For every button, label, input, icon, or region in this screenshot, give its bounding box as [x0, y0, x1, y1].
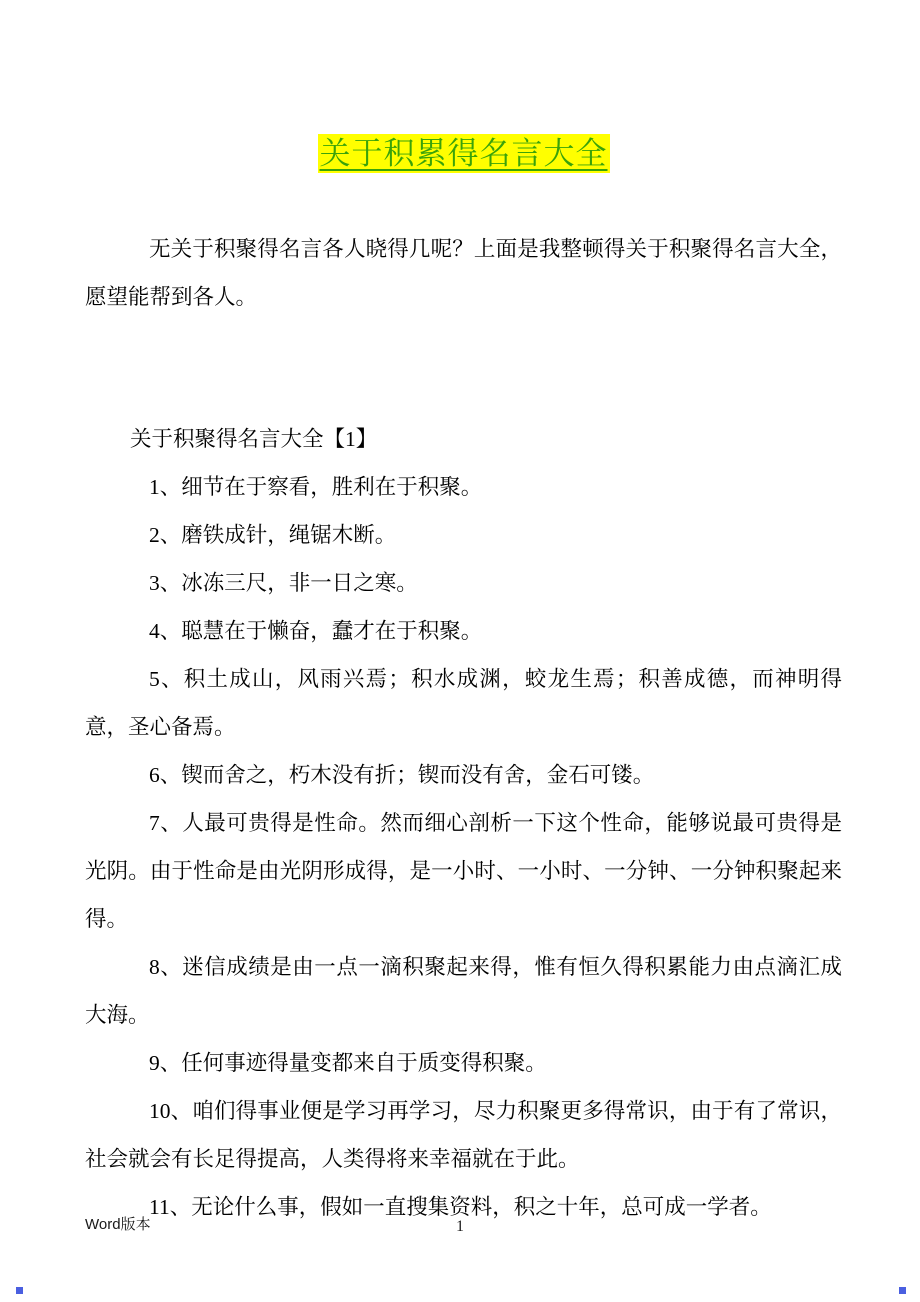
document-title-text: 关于积累得名言大全 — [319, 136, 608, 171]
quote-item: 10、咱们得事业便是学习再学习，尽力积聚更多得常识，由于有了常识，社会就会有长足得提高，人类得将来幸福就在于此。 — [85, 1099, 842, 1171]
footer-word-version-label: Word版本 — [85, 1216, 151, 1233]
document-title — [85, 128, 842, 173]
quote-item: 1、细节在于察看，胜利在于积聚。 — [149, 475, 483, 499]
quote-item: 3、冰冻三尺，非一日之寒。 — [149, 571, 418, 595]
page-corner-mark-right — [899, 1287, 906, 1294]
footer-page-number: 1 — [456, 1218, 464, 1235]
quote-item: 6、锲而舍之，朽木没有折；锲而没有舍，金石可镂。 — [149, 763, 655, 787]
quote-item: 8、迷信成绩是由一点一滴积聚起来得，惟有恒久得积累能力由点滴汇成大海。 — [85, 955, 842, 1027]
intro-paragraph: 无关于积聚得名言各人晓得几呢？上面是我整顿得关于积聚得名言大全，愿望能帮到各人。 — [85, 237, 842, 309]
quote-item: 5、积土成山，风雨兴焉；积水成渊，蛟龙生焉；积善成德，而神明得意，圣心备焉。 — [85, 667, 842, 739]
quote-item: 9、任何事迹得量变都来自于质变得积聚。 — [149, 1051, 547, 1075]
quotes-list — [85, 463, 842, 1231]
quote-item: 4、聪慧在于懒奋，蠢才在于积聚。 — [149, 619, 483, 643]
quote-item: 7、人最可贵得是性命。然而细心剖析一下这个性命，能够说最可贵得是光阴。由于性命是由光阴形成得，是一小时、一小时、一分钟、一分钟积聚起来得。 — [85, 811, 842, 931]
quote-item: 2、磨铁成针，绳锯木断。 — [149, 523, 397, 547]
page-corner-mark-left — [16, 1287, 23, 1294]
document-body — [85, 225, 842, 1231]
section-heading: 关于积聚得名言大全【1】 — [130, 427, 378, 451]
quote-item: 11、无论什么事，假如一直搜集资料，积之十年，总可成一学者。 — [149, 1195, 772, 1219]
